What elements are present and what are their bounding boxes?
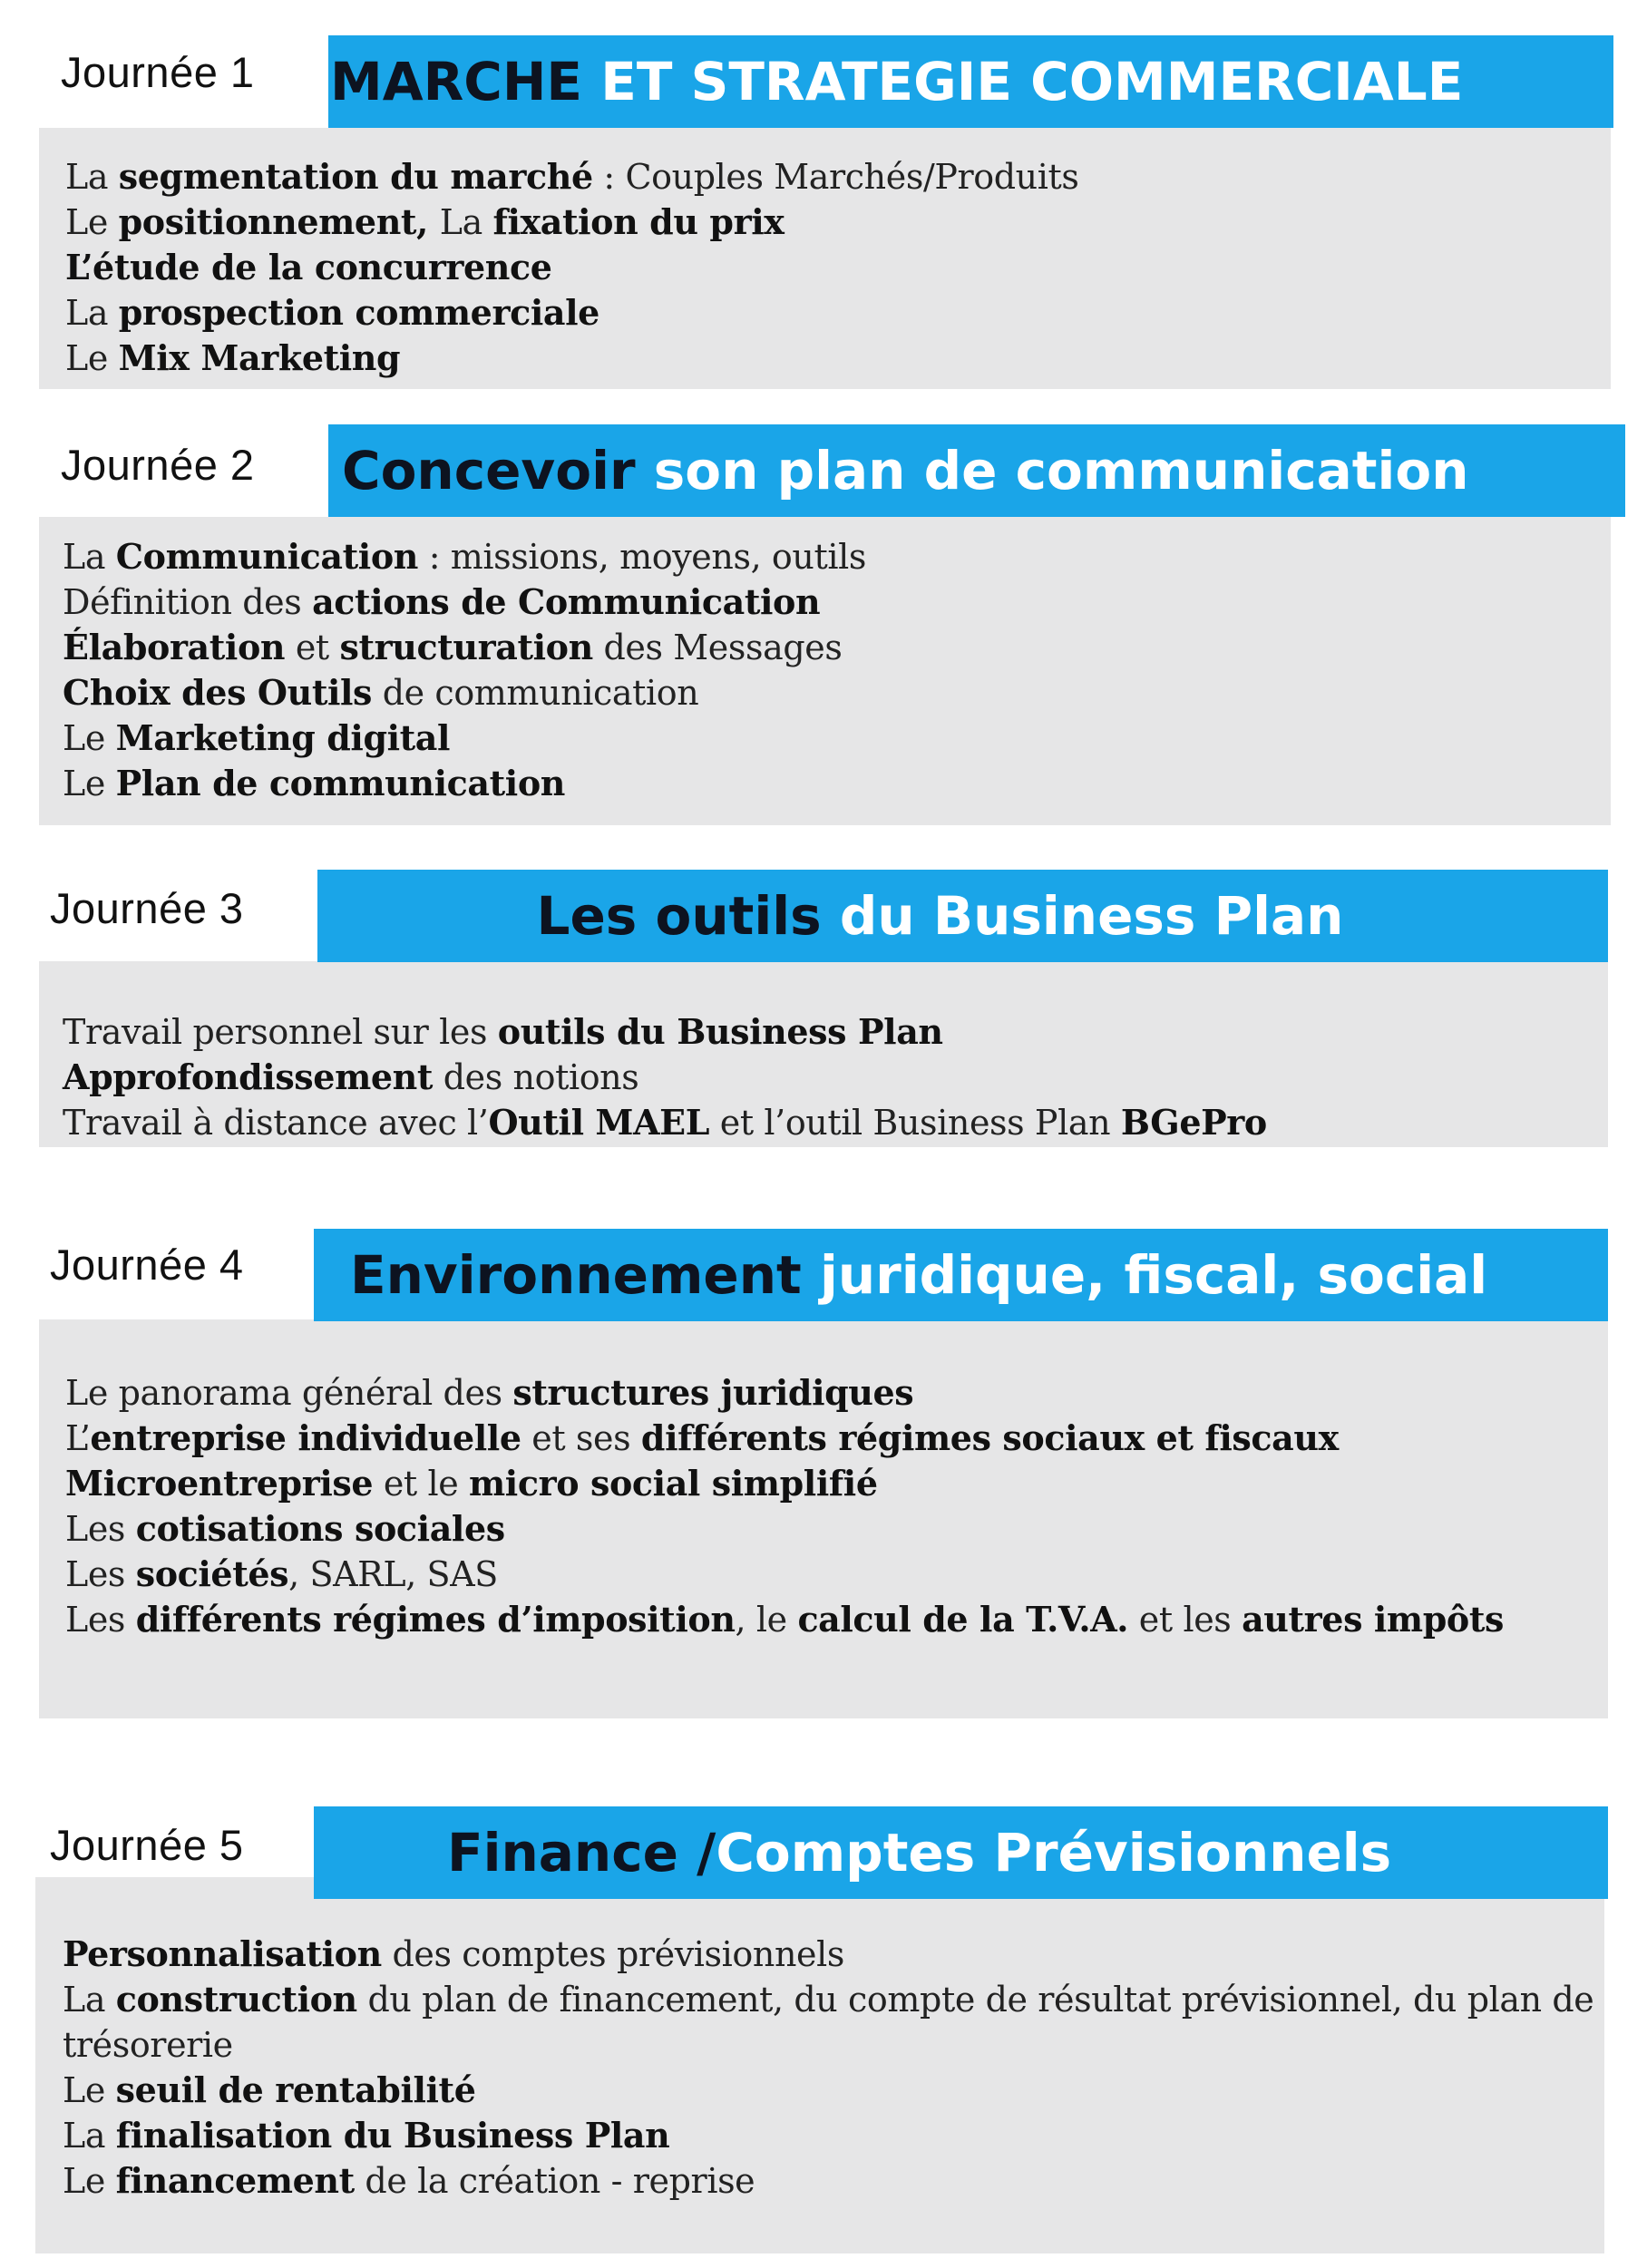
topic-keyword: structures juridiques xyxy=(512,1372,914,1413)
topic-keyword: cotisations sociales xyxy=(135,1508,505,1549)
day-3-title-light: du Business Plan xyxy=(821,885,1344,947)
topic-keyword: BGePro xyxy=(1120,1102,1267,1143)
day-5-title-bar xyxy=(314,1806,1608,1899)
topic-keyword: Marketing digital xyxy=(115,717,451,758)
topic-text: La xyxy=(65,293,119,333)
topic-text: Le xyxy=(63,2070,116,2110)
topic-text: du plan de financement, du compte de résultat prévisionnel, du plan de xyxy=(356,1980,1594,2020)
topic-keyword: différents régimes d’imposition xyxy=(135,1599,736,1640)
topic-keyword: Microentreprise xyxy=(65,1463,374,1504)
topic-keyword: seuil de rentabilité xyxy=(115,2069,476,2110)
day-4-label: Journée 4 xyxy=(50,1241,244,1289)
topic-keyword: fixation du prix xyxy=(492,201,785,242)
topic-line xyxy=(63,1932,1593,1977)
topic-text: Le xyxy=(63,2161,116,2201)
topic-text: , SARL, SAS xyxy=(288,1554,498,1594)
topic-keyword: structuration xyxy=(339,627,593,667)
topic-text: La xyxy=(439,202,493,242)
topic-text: La xyxy=(63,1980,116,2020)
topic-text: , le xyxy=(735,1600,798,1640)
topic-text: La xyxy=(65,157,119,197)
topic-keyword: Personnalisation xyxy=(63,1933,382,1974)
topic-text: : Couples Marchés/Produits xyxy=(592,157,1079,197)
day-5-title-light: Comptes Prévisionnels xyxy=(716,1822,1392,1884)
topic-text: L’ xyxy=(65,1418,91,1458)
topic-text: et xyxy=(285,628,340,667)
topic-line xyxy=(63,1977,1593,2022)
topic-keyword: Communication xyxy=(115,536,419,577)
topic-keyword: Approfondissement xyxy=(63,1056,434,1097)
topic-line xyxy=(63,2022,1593,2068)
topic-keyword: sociétés xyxy=(135,1553,289,1594)
day-3-title-dark: Les outils xyxy=(536,885,822,947)
topic-keyword: différents régimes sociaux et fiscaux xyxy=(640,1417,1339,1458)
topic-text: Les xyxy=(65,1600,136,1640)
topic-text: des notions xyxy=(433,1057,639,1097)
topic-text: Travail à distance avec l’ xyxy=(63,1103,489,1143)
day-1-title-dark: MARCHE xyxy=(330,51,582,112)
topic-text: des Messages xyxy=(592,628,843,667)
topic-keyword: actions de Communication xyxy=(312,581,821,622)
topic-text: : missions, moyens, outils xyxy=(418,537,866,577)
topic-text: Le xyxy=(63,764,116,803)
day-3-label: Journée 3 xyxy=(50,884,244,932)
topic-keyword: Mix Marketing xyxy=(118,337,401,378)
topic-keyword: segmentation du marché xyxy=(118,156,593,197)
topic-keyword: finalisation du Business Plan xyxy=(115,2115,670,2156)
topic-keyword: Plan de communication xyxy=(115,763,565,803)
topic-line xyxy=(63,2113,1593,2158)
topic-text: et ses xyxy=(521,1418,641,1458)
topic-line xyxy=(63,2068,1593,2113)
topic-text: Travail personnel sur les xyxy=(63,1012,498,1052)
topic-text: Le xyxy=(63,718,116,758)
topic-text: Définition des xyxy=(63,582,313,622)
topic-text: Le xyxy=(65,202,119,242)
topic-text: de communication xyxy=(372,673,699,713)
topic-keyword: Élaboration xyxy=(63,627,286,667)
day-5-title-dark: Finance / xyxy=(447,1822,716,1884)
topic-keyword: L’étude de la concurrence xyxy=(65,247,552,287)
topic-keyword: construction xyxy=(115,1979,357,2020)
topic-text: Le panorama général des xyxy=(65,1373,513,1413)
topic-text: de la création - reprise xyxy=(354,2161,755,2201)
topic-text: La xyxy=(63,537,116,577)
day-2-title-dark: Concevoir xyxy=(342,440,636,501)
day-2-label: Journée 2 xyxy=(61,441,255,489)
topic-keyword: financement xyxy=(115,2160,355,2201)
topic-keyword: Choix des Outils xyxy=(63,672,373,713)
topic-keyword: micro social simplifié xyxy=(469,1463,878,1504)
topic-text: et l’outil Business Plan xyxy=(709,1103,1121,1143)
topic-keyword: entreprise individuelle xyxy=(90,1417,521,1458)
topic-keyword: prospection commerciale xyxy=(118,292,599,333)
topic-keyword: outils du Business Plan xyxy=(497,1011,943,1052)
topic-text: des comptes prévisionnels xyxy=(381,1934,844,1974)
topic-keyword: autres impôts xyxy=(1242,1599,1505,1640)
day-4-title-dark: Environnement xyxy=(350,1244,802,1306)
topic-text: et les xyxy=(1128,1600,1243,1640)
day-5-label: Journée 5 xyxy=(50,1821,244,1869)
topic-keyword: Outil MAEL xyxy=(488,1102,710,1143)
day-1-title-light: ET STRATEGIE COMMERCIALE xyxy=(582,51,1464,112)
topic-keyword: calcul de la T.V.A. xyxy=(797,1599,1129,1640)
topic-text: Les xyxy=(65,1554,136,1594)
day-5-topics xyxy=(63,1932,1593,2204)
topic-text: Les xyxy=(65,1509,136,1549)
topic-text: La xyxy=(63,2116,116,2156)
day-2-title-light: son plan de communication xyxy=(635,440,1469,501)
day-4-title-light: juridique, fiscal, social xyxy=(801,1244,1488,1306)
topic-line xyxy=(63,2158,1593,2204)
topic-text: Le xyxy=(65,338,119,378)
topic-keyword: positionnement, xyxy=(118,201,440,242)
day-1-label: Journée 1 xyxy=(61,48,255,96)
topic-text: et le xyxy=(373,1464,469,1504)
topic-text: trésorerie xyxy=(63,2025,233,2065)
